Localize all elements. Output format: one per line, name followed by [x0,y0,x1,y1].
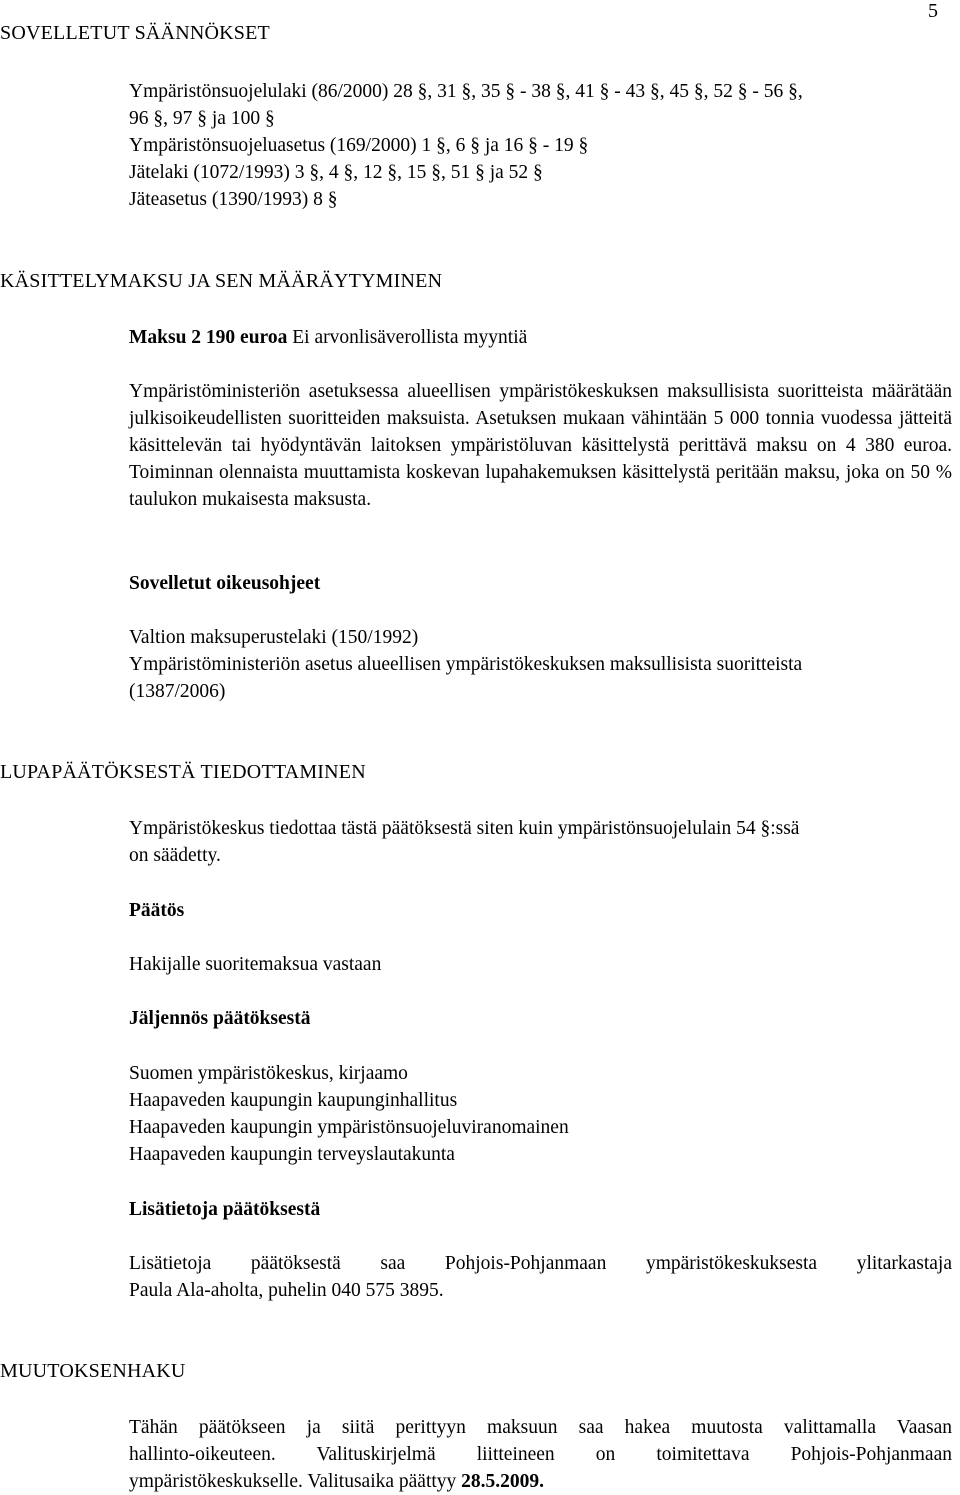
subheading-oikeusohjeet: Sovelletut oikeusohjeet [129,573,321,594]
contact-line: Paula Ala-aholta, puhelin 040 575 3895. [129,1280,444,1301]
provision-line: Jäteasetus (1390/1993) 8 § [129,189,338,210]
section-title-kasittelymaksu: KÄSITTELYMAKSU JA SEN MÄÄRÄYTYMINEN [0,270,443,292]
recipient-line: Suomen ympäristökeskus, kirjaamo [129,1063,408,1084]
fee-paragraph: Ympäristöministeriön asetuksessa alueellisen ympäristökeskuksen maksullisista suoritteista määrätään julkisoikeudellisten suoritteiden maksuista. Asetuksen mukaan vähintään 5 000 tonnia vuodessa jätteitä käsittelevän tai hyödyntävän laitoksen ympäristöluvan käsittelystä perittävä maksu on 4 380 euroa. Toiminnan olennaista muuttamista koskevan lupahakemuksen käsittelystä peritään maksu, joka on 50 % taulukon mukaisesta maksusta. [129,381,952,510]
subheading-paatos: Päätös [129,900,185,921]
fee-line [129,324,952,351]
fee-vat-note: Ei arvonlisäverollista myyntiä [287,327,528,348]
appeal-line: hallinto-oikeuteen. Valituskirjelmä liitteineen on toimitettava Pohjois-Pohjanmaan [129,1444,952,1465]
subheading-lisatietoja: Lisätietoja päätöksestä [129,1199,321,1220]
page-number: 5 [928,0,938,22]
law-line: Ympäristöministeriön asetus alueellisen ympäristökeskuksen maksullisista suoritteista [129,654,803,675]
provisions-list [129,78,952,213]
section-title-muutoksenhaku: MUUTOKSENHAKU [0,1360,186,1382]
section-title-sovelletut: SOVELLETUT SÄÄNNÖKSET [0,22,270,44]
intro-line: Ympäristökeskus tiedottaa tästä päätöksestä siten kuin ympäristönsuojelulain 54 §:ssä [129,818,800,839]
law-line: (1387/2006) [129,681,226,702]
intro-text [129,815,952,869]
law-line: Valtion maksuperustelaki (150/1992) [129,627,419,648]
recipient-line: Haapaveden kaupungin terveyslautakunta [129,1144,455,1165]
recipient-list [129,1060,952,1168]
provision-line: Ympäristönsuojelulaki (86/2000) 28 §, 31 §, 35 § - 38 §, 41 § - 43 §, 45 §, 52 § - 56 §, [129,81,803,102]
recipient-line: Haapaveden kaupungin ympäristönsuojeluviranomainen [129,1117,569,1138]
section-title-tiedottaminen: LUPAPÄÄTÖKSESTÄ TIEDOTTAMINEN [0,761,366,783]
appeal-deadline: 28.5.2009. [461,1471,545,1492]
subheading-jaljennos: Jäljennös päätöksestä [129,1008,311,1029]
appeal-line [129,1468,952,1495]
contact-info [129,1250,952,1304]
provision-line: Ympäristönsuojeluasetus (169/2000) 1 §, 6 § ja 16 § - 19 § [129,135,589,156]
appeal-text [129,1414,952,1495]
appeal-last-text: ympäristökeskukselle. Valitusaika päättyy [129,1471,462,1492]
law-list [129,624,952,705]
recipient-line: Haapaveden kaupungin kaupunginhallitus [129,1090,458,1111]
intro-line: on säädetty. [129,845,221,866]
paatos-text: Hakijalle suoritemaksua vastaan [129,954,382,975]
contact-line: Lisätietoja päätöksestä saa Pohjois-Pohjanmaan ympäristökeskuksesta ylitarkastaja [129,1253,952,1274]
provision-line: 96 §, 97 § ja 100 § [129,108,275,129]
fee-amount: Maksu 2 190 euroa [129,327,288,348]
provision-line: Jätelaki (1072/1993) 3 §, 4 §, 12 §, 15 §, 51 § ja 52 § [129,162,543,183]
appeal-line: Tähän päätökseen ja siitä perittyyn maksuun saa hakea muutosta valittamalla Vaasan [129,1417,952,1438]
